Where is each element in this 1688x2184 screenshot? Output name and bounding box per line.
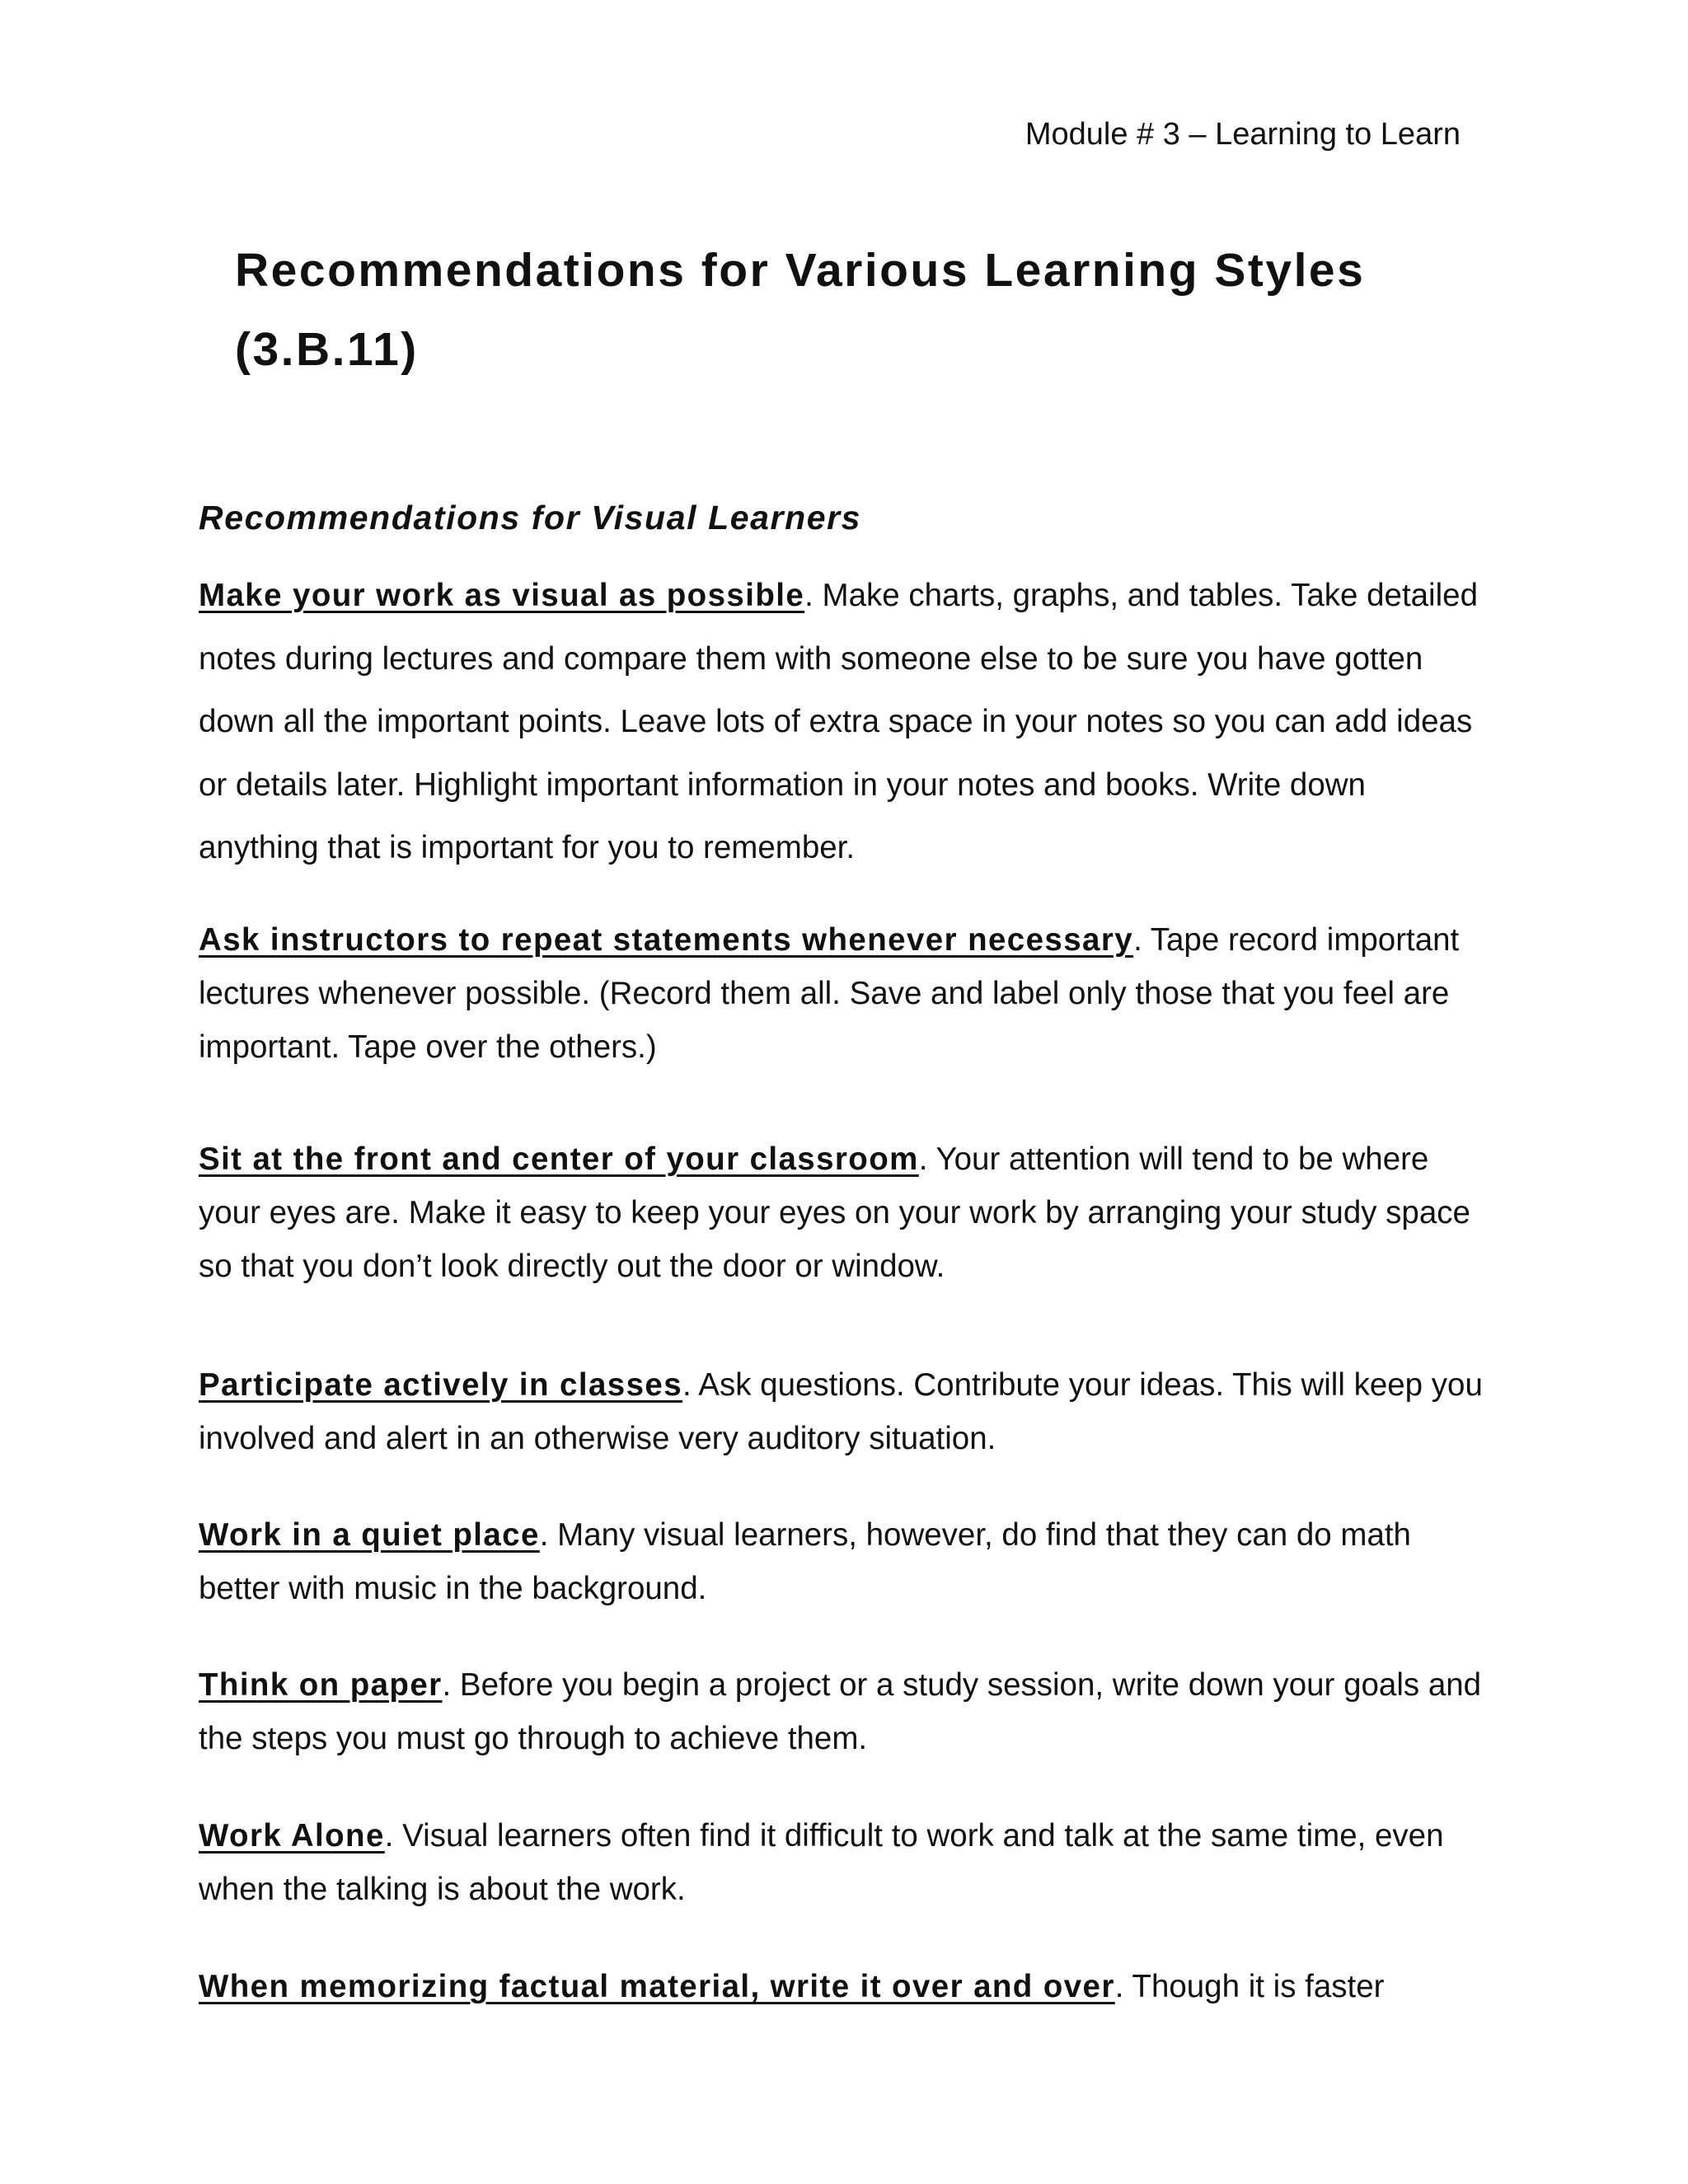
recommendation-lead: When memorizing factual material, write it over and over bbox=[199, 1969, 1115, 2004]
recommendation-paragraph bbox=[199, 1658, 1493, 1765]
recommendation-paragraph bbox=[199, 1960, 1493, 2013]
recommendation-body: . Though it is faster bbox=[1114, 1969, 1385, 2004]
page-title bbox=[235, 231, 1405, 389]
recommendation-paragraph bbox=[199, 1132, 1493, 1293]
page-title-line-2: (3.B.11) bbox=[235, 323, 419, 376]
recommendation-lead: Ask instructors to repeat statements whenever necessary bbox=[199, 922, 1134, 958]
recommendation-body: . Ask questions. Contribute your ideas. This will keep you involved and alert in an otherwise very auditory situation. bbox=[199, 1367, 1483, 1456]
recommendation-lead: Work in a quiet place bbox=[199, 1517, 540, 1553]
recommendation-body: . Tape record important lectures whenever possible. (Record them all. Save and label only those that you feel are important. Tape over the others.) bbox=[199, 922, 1460, 1065]
recommendation-lead: Make your work as visual as possible bbox=[199, 578, 805, 613]
module-header: Module # 3 – Learning to Learn bbox=[1025, 117, 1461, 152]
recommendation-lead: Work Alone bbox=[199, 1818, 385, 1854]
recommendation-paragraph bbox=[199, 565, 1493, 880]
recommendation-body: . Before you begin a project or a study session, write down your goals and the steps you must go through to achieve them. bbox=[199, 1667, 1482, 1756]
recommendation-lead: Sit at the front and center of your classroom bbox=[199, 1141, 919, 1177]
recommendation-body: . Many visual learners, however, do find that they can do math better with music in the background. bbox=[199, 1517, 1411, 1606]
recommendation-paragraph bbox=[199, 1809, 1493, 1916]
recommendation-body: . Make charts, graphs, and tables. Take detailed notes during lectures and compare them with someone else to be sure you have gotten down all the important points. Leave lots of extra space in your notes so you can add ideas or details later. Highlight important information in your notes and books. Write down anything that is important for you to remember. bbox=[199, 578, 1478, 865]
page-title-line-1: Recommendations for Various Learning Styles bbox=[235, 244, 1366, 297]
recommendation-paragraph bbox=[199, 1358, 1493, 1465]
recommendation-paragraph bbox=[199, 913, 1493, 1074]
section-heading: Recommendations for Visual Learners bbox=[199, 499, 862, 537]
recommendation-body: . Your attention will tend to be where your eyes are. Make it easy to keep your eyes on your work by arranging your study space so that you don’t look directly out the door or window. bbox=[199, 1141, 1470, 1284]
recommendation-lead: Participate actively in classes bbox=[199, 1367, 683, 1403]
recommendation-paragraph bbox=[199, 1508, 1493, 1615]
recommendation-lead: Think on paper bbox=[199, 1667, 443, 1703]
recommendation-body: . Visual learners often find it difficult to work and talk at the same time, even when the talking is about the work. bbox=[199, 1818, 1444, 1907]
